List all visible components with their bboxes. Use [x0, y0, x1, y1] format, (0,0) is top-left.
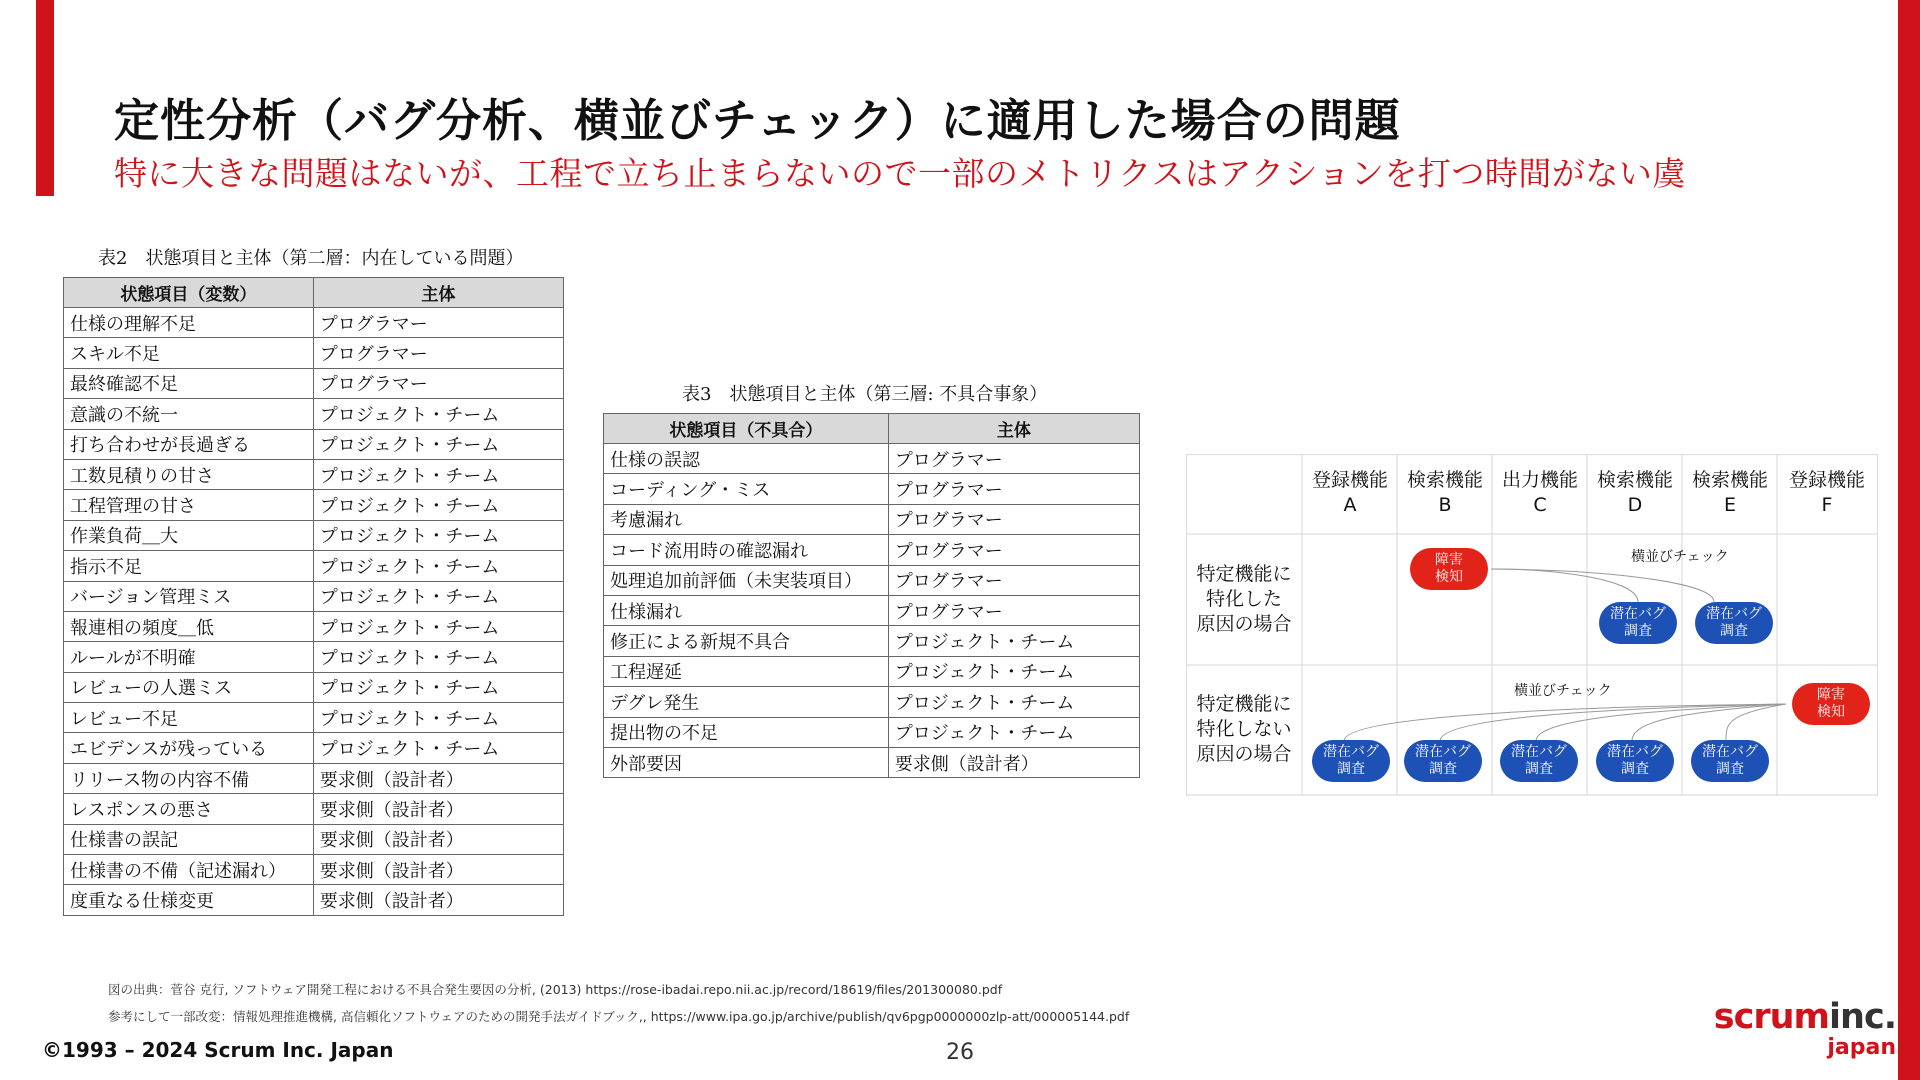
table-row: [64, 308, 564, 338]
table2-caption: 表2 状態項目と主体（第二層：内在している問題）: [98, 248, 524, 269]
status-item-cell: 仕様書の不備（記述漏れ）: [64, 855, 314, 885]
status-item-cell: 外部要因: [604, 747, 889, 777]
column-header-e: 検索機能 E: [1691, 469, 1768, 516]
owner-cell: プログラマー: [888, 444, 1139, 474]
table2: [63, 277, 564, 916]
row-header-nonspecific: 特定機能に 特化しない 原因の場合: [1196, 693, 1292, 765]
table-row: [64, 642, 564, 672]
column-header-a: 登録機能 A: [1311, 469, 1388, 516]
table3-header-item: 状態項目（不具合）: [604, 414, 889, 444]
latent-bug-badge: 潜在バグ 調査: [1312, 740, 1390, 782]
table-row: [604, 444, 1140, 474]
status-item-cell: 最終確認不足: [64, 368, 314, 398]
status-item-cell: レスポンスの悪さ: [64, 794, 314, 824]
table-row: [604, 504, 1140, 534]
owner-cell: 要求側（設計者）: [313, 855, 563, 885]
failure-detected-badge: 障害 検知: [1792, 683, 1870, 725]
table-row: [64, 672, 564, 702]
status-item-cell: 処理追加前評価（未実装項目）: [604, 565, 889, 595]
column-header-d: 検索機能 D: [1596, 469, 1673, 516]
table-row: [64, 885, 564, 915]
owner-cell: プログラマー: [313, 338, 563, 368]
status-item-cell: ルールが不明確: [64, 642, 314, 672]
connector-lines: [1344, 569, 1786, 741]
accent-bar-right: [1898, 0, 1920, 1080]
status-item-cell: スキル不足: [64, 338, 314, 368]
owner-cell: プロジェクト・チーム: [313, 551, 563, 581]
table-row: [64, 733, 564, 763]
figure-source: 図の出典：菅谷 克行, ソフトウェア開発工程における不具合発生要因の分析, (2013) https://rose-ibadai.repo.nii.ac.jp/record/18619/files/201300080.pdf: [108, 982, 1003, 997]
owner-cell: プログラマー: [888, 535, 1139, 565]
owner-cell: プロジェクト・チーム: [888, 687, 1139, 717]
scrum-inc-logo: [1710, 998, 1896, 1060]
status-item-cell: 仕様の理解不足: [64, 308, 314, 338]
status-item-cell: 仕様書の誤記: [64, 824, 314, 854]
latent-bug-badge: 潜在バグ 調査: [1695, 602, 1773, 644]
table-row: [604, 535, 1140, 565]
owner-cell: 要求側（設計者）: [313, 824, 563, 854]
table-row: [64, 611, 564, 641]
table-row: [604, 626, 1140, 656]
owner-cell: プロジェクト・チーム: [313, 672, 563, 702]
status-item-cell: 工数見積りの甘さ: [64, 459, 314, 489]
status-item-cell: リリース物の内容不備: [64, 763, 314, 793]
latent-bug-badge: 潜在バグ 調査: [1596, 740, 1674, 782]
reference-source: 参考にして一部改変：情報処理推進機構, 高信頼化ソフトウェアのための開発手法ガイドブック,, https://www.ipa.go.jp/archive/publish/qv6pgp0000000zlp-att/000005144.pdf: [108, 1009, 1130, 1024]
status-item-cell: 指示不足: [64, 551, 314, 581]
status-item-cell: 仕様の誤認: [604, 444, 889, 474]
status-item-cell: コーディング・ミス: [604, 474, 889, 504]
table3-caption: 表3 状態項目と主体（第三層: 不具合事象）: [682, 384, 1048, 405]
owner-cell: プロジェクト・チーム: [313, 429, 563, 459]
side-check-diagram: [1186, 454, 1878, 796]
status-item-cell: 意識の不統一: [64, 399, 314, 429]
status-item-cell: 報連相の頻度＿低: [64, 611, 314, 641]
accent-bar-left: [36, 0, 54, 196]
column-header-b: 検索機能 B: [1406, 469, 1483, 516]
status-item-cell: バージョン管理ミス: [64, 581, 314, 611]
status-item-cell: 提出物の不足: [604, 717, 889, 747]
status-item-cell: 修正による新規不具合: [604, 626, 889, 656]
table3: [603, 413, 1140, 778]
owner-cell: プロジェクト・チーム: [313, 490, 563, 520]
owner-cell: プロジェクト・チーム: [313, 642, 563, 672]
table-row: [604, 565, 1140, 595]
table-row: [604, 474, 1140, 504]
table-row: [64, 794, 564, 824]
logo-region: japan: [1827, 1035, 1896, 1060]
status-item-cell: 作業負荷＿大: [64, 520, 314, 550]
owner-cell: 要求側（設計者）: [313, 763, 563, 793]
status-item-cell: 度重なる仕様変更: [64, 885, 314, 915]
table-row: [64, 429, 564, 459]
status-item-cell: レビュー不足: [64, 703, 314, 733]
table3-header-owner: 主体: [888, 414, 1139, 444]
logo-brand-b: inc.: [1829, 997, 1896, 1037]
table-row: [64, 520, 564, 550]
table2-header-item: 状態項目（変数）: [64, 278, 314, 308]
owner-cell: プログラマー: [888, 565, 1139, 595]
logo-brand-a: scrum: [1713, 997, 1830, 1037]
page-number: 26: [946, 1040, 974, 1065]
table-row: [64, 581, 564, 611]
side-check-label: 横並びチェック: [1631, 549, 1729, 565]
status-item-cell: 工程遅延: [604, 656, 889, 686]
status-item-cell: デグレ発生: [604, 687, 889, 717]
owner-cell: プログラマー: [888, 474, 1139, 504]
table-row: [604, 747, 1140, 777]
table-row: [64, 763, 564, 793]
status-item-cell: 工程管理の甘さ: [64, 490, 314, 520]
failure-detected-badge: 障害 検知: [1410, 548, 1488, 590]
owner-cell: プロジェクト・チーム: [888, 656, 1139, 686]
table-row: [604, 687, 1140, 717]
owner-cell: プログラマー: [313, 308, 563, 338]
table-row: [64, 703, 564, 733]
owner-cell: 要求側（設計者）: [313, 794, 563, 824]
page-subtitle: 特に大きな問題はないが、工程で立ち止まらないので一部のメトリクスはアクションを打つ時間がない虞: [114, 154, 1686, 193]
status-item-cell: レビューの人選ミス: [64, 672, 314, 702]
owner-cell: 要求側（設計者）: [888, 747, 1139, 777]
owner-cell: プロジェクト・チーム: [313, 733, 563, 763]
column-header-f: 登録機能 F: [1788, 469, 1865, 516]
table-row: [64, 824, 564, 854]
owner-cell: プロジェクト・チーム: [313, 703, 563, 733]
status-item-cell: 考慮漏れ: [604, 504, 889, 534]
owner-cell: プロジェクト・チーム: [313, 581, 563, 611]
table-row: [604, 595, 1140, 625]
table-row: [64, 399, 564, 429]
owner-cell: プロジェクト・チーム: [313, 399, 563, 429]
owner-cell: プログラマー: [313, 368, 563, 398]
status-item-cell: 仕様漏れ: [604, 595, 889, 625]
status-item-cell: エビデンスが残っている: [64, 733, 314, 763]
table2-header-owner: 主体: [313, 278, 563, 308]
side-check-label: 横並びチェック: [1514, 683, 1612, 699]
latent-bug-badge: 潜在バグ 調査: [1691, 740, 1769, 782]
table-row: [604, 717, 1140, 747]
latent-bug-badge: 潜在バグ 調査: [1500, 740, 1578, 782]
table-row: [64, 368, 564, 398]
table-row: [64, 459, 564, 489]
owner-cell: プロジェクト・チーム: [313, 459, 563, 489]
owner-cell: プログラマー: [888, 595, 1139, 625]
latent-bug-badge: 潜在バグ 調査: [1599, 602, 1677, 644]
owner-cell: プログラマー: [888, 504, 1139, 534]
status-item-cell: コード流用時の確認漏れ: [604, 535, 889, 565]
table-row: [64, 855, 564, 885]
row-header-specific: 特定機能に 特化した 原因の場合: [1196, 563, 1292, 635]
owner-cell: 要求側（設計者）: [313, 885, 563, 915]
status-item-cell: 打ち合わせが長過ぎる: [64, 429, 314, 459]
owner-cell: プロジェクト・チーム: [313, 611, 563, 641]
copyright: ©1993 – 2024 Scrum Inc. Japan: [42, 1038, 394, 1062]
owner-cell: プロジェクト・チーム: [888, 717, 1139, 747]
table-row: [64, 490, 564, 520]
owner-cell: プロジェクト・チーム: [313, 520, 563, 550]
table-row: [64, 338, 564, 368]
owner-cell: プロジェクト・チーム: [888, 626, 1139, 656]
table-row: [64, 551, 564, 581]
latent-bug-badge: 潜在バグ 調査: [1404, 740, 1482, 782]
column-header-c: 出力機能 C: [1501, 469, 1578, 516]
page-title: 定性分析（バグ分析、横並びチェック）に適用した場合の問題: [114, 94, 1401, 147]
table-row: [604, 656, 1140, 686]
